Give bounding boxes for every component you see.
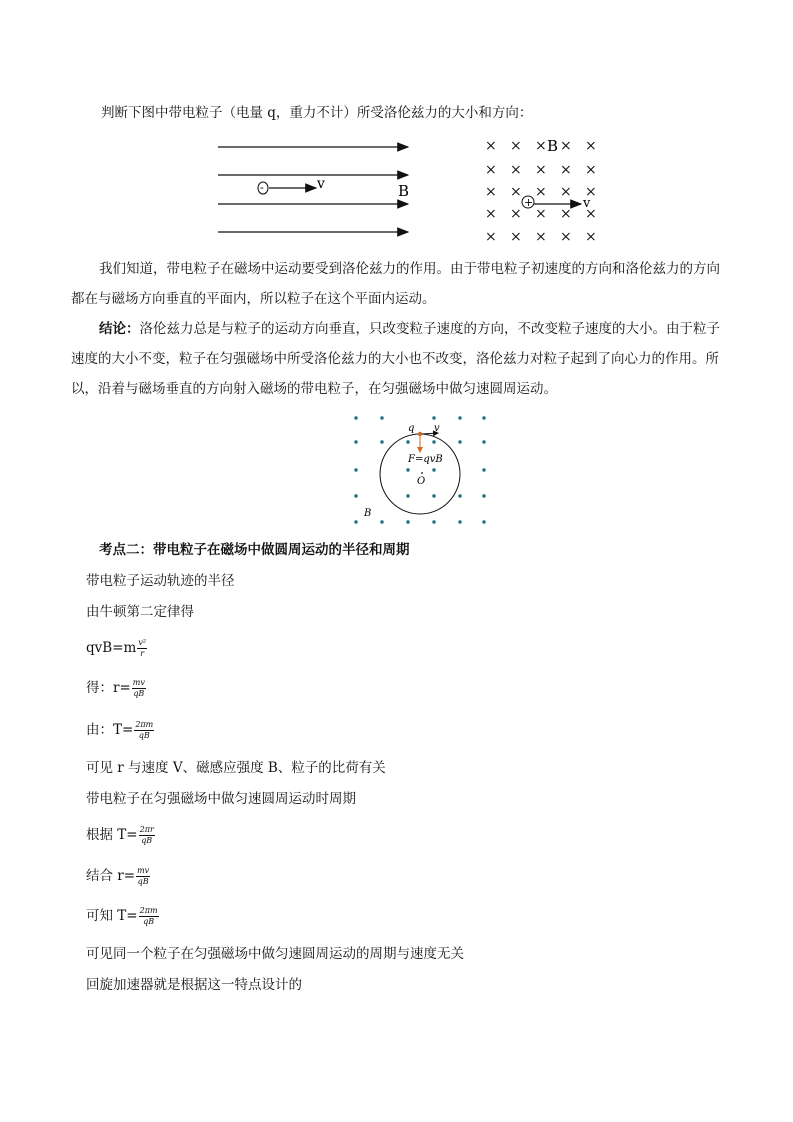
equation-final-period xyxy=(86,906,159,927)
equation-combine-radius xyxy=(86,866,150,887)
equation-period-prefix: 由：T= xyxy=(86,722,134,738)
cross-mark: × xyxy=(585,229,597,245)
velocity-label-left: v xyxy=(317,176,325,192)
equation-period-fraction xyxy=(134,720,154,741)
field-label-circle: B xyxy=(364,508,372,519)
conclusion-label: 结论： xyxy=(99,321,140,337)
field-dot xyxy=(482,440,485,443)
cross-mark: × xyxy=(585,184,597,200)
question-text: 判断下图中带电粒子（电量 q，重力不计）所受洛伦兹力的大小和方向： xyxy=(101,105,533,121)
conclusion-text: 洛伦兹力总是与粒子的运动方向垂直，只改变粒子速度的方向，不改变粒子速度的大小。由于粒子速度的大小不变，粒子在匀强磁场中所受洛伦兹力的大小也不改变，洛伦兹力对粒子起到了向心力的作用。所以，沿着与磁场垂直的方向射入磁场的带电粒子，在匀强磁场中做匀速圆周运动。 xyxy=(71,321,720,397)
cross-mark: × xyxy=(485,229,497,245)
field-dot xyxy=(406,494,409,497)
equation-period-r xyxy=(86,825,155,846)
equation-qvb xyxy=(86,638,147,659)
equation-qvb-prefix: qvB=m xyxy=(86,640,137,656)
period-heading: 带电粒子在匀强磁场中做匀速圆周运动时周期 xyxy=(86,791,356,807)
cross-mark: × xyxy=(485,162,497,178)
equation-qvb-fraction xyxy=(137,638,147,659)
field-dot xyxy=(432,520,435,523)
cyclotron-line: 回旋加速器就是根据这一特点设计的 xyxy=(86,977,302,993)
field-dot xyxy=(432,494,435,497)
relation-line: 可见 r 与速度 V、磁感应强度 B、粒子的比荷有关 xyxy=(86,760,386,776)
cross-mark: × xyxy=(535,184,547,200)
force-label: F=qvB xyxy=(408,454,443,465)
equation-period xyxy=(86,720,154,741)
field-dot xyxy=(432,416,435,419)
equation-combine-radius-fraction xyxy=(136,866,150,887)
field-label-right: B xyxy=(547,137,559,155)
equation-period-r-prefix: 根据 T= xyxy=(86,827,138,843)
field-dot xyxy=(406,440,409,443)
equation-qvb-num: v² xyxy=(138,638,147,647)
equation-period-r-fraction xyxy=(139,825,155,846)
field-dot xyxy=(482,520,485,523)
field-dot xyxy=(354,416,357,419)
field-dot xyxy=(458,440,461,443)
equation-combine-radius-num: mv xyxy=(137,866,150,875)
equation-combine-radius-den: qB xyxy=(137,877,149,886)
equation-period-r-num: 2πr xyxy=(139,825,154,834)
center-label: O xyxy=(417,476,426,487)
proton-charge-label: + xyxy=(524,196,534,209)
field-dot xyxy=(482,468,485,471)
figure-left-field-lines xyxy=(210,135,420,245)
equation-radius-prefix: 得：r= xyxy=(86,680,131,696)
cross-mark: × xyxy=(585,138,597,154)
field-dot xyxy=(354,494,357,497)
cross-mark: × xyxy=(560,162,572,178)
field-dot xyxy=(380,520,383,523)
equation-period-den: qB xyxy=(138,731,150,740)
field-dot xyxy=(380,416,383,419)
equation-radius-fraction xyxy=(132,678,146,699)
charge-dot xyxy=(418,432,422,436)
velocity-label-right: v xyxy=(583,196,591,211)
cross-mark: × xyxy=(485,184,497,200)
center-point xyxy=(421,472,423,474)
equation-period-r-den: qB xyxy=(141,836,153,845)
equation-radius-den: qB xyxy=(133,689,145,698)
cross-mark: × xyxy=(560,184,572,200)
field-dot xyxy=(458,494,461,497)
cross-mark: × xyxy=(535,162,547,178)
figure-right-cross-field xyxy=(480,134,610,246)
figure-circular-motion xyxy=(348,410,493,532)
equation-final-period-den: qB xyxy=(143,917,155,926)
field-dot xyxy=(482,494,485,497)
field-dot xyxy=(406,520,409,523)
electron-charge-label: - xyxy=(260,181,264,194)
cross-mark: × xyxy=(510,229,522,245)
radius-heading: 带电粒子运动轨迹的半径 xyxy=(86,573,235,589)
equation-period-num: 2πm xyxy=(135,720,154,729)
cross-mark: × xyxy=(510,138,522,154)
section2-title: 考点二：带电粒子在磁场中做圆周运动的半径和周期 xyxy=(99,542,410,558)
newton-law-line: 由牛顿第二定律得 xyxy=(86,604,194,620)
cross-mark: × xyxy=(485,206,497,222)
equation-final-period-num: 2πm xyxy=(139,906,158,915)
cross-mark: × xyxy=(585,206,597,222)
equation-final-period-fraction xyxy=(139,906,159,927)
cross-mark: × xyxy=(560,206,572,222)
field-dot xyxy=(380,440,383,443)
field-dot xyxy=(354,520,357,523)
cross-mark: × xyxy=(535,206,547,222)
field-dot xyxy=(432,440,435,443)
equation-qvb-den: r xyxy=(140,649,145,658)
field-dot xyxy=(458,416,461,419)
cross-mark: × xyxy=(485,138,497,154)
cross-mark: × xyxy=(560,138,572,154)
charge-label-q: q xyxy=(408,423,415,434)
field-dot xyxy=(458,520,461,523)
paragraph-lorentz-plane-text: 我们知道，带电粒子在磁场中运动要受到洛伦兹力的作用。由于带电粒子初速度的方向和洛伦兹力的方向都在与磁场方向垂直的平面内，所以粒子在这个平面内运动。 xyxy=(71,261,720,307)
cross-mark: × xyxy=(560,229,572,245)
field-dot xyxy=(354,468,357,471)
paragraph-lorentz-plane xyxy=(71,254,725,314)
cross-mark: × xyxy=(510,162,522,178)
field-dot xyxy=(354,440,357,443)
cross-mark: × xyxy=(510,206,522,222)
field-dot xyxy=(406,468,409,471)
equation-final-period-prefix: 可知 T= xyxy=(86,908,138,924)
period-conclusion: 可见同一个粒子在匀强磁场中做匀速圆周运动的周期与速度无关 xyxy=(86,946,464,962)
equation-combine-radius-prefix: 结合 r= xyxy=(86,868,136,884)
equation-radius-num: mv xyxy=(132,678,145,687)
cross-mark: × xyxy=(535,138,547,154)
velocity-label-circle: v xyxy=(434,423,440,434)
cross-mark: × xyxy=(535,229,547,245)
equation-radius xyxy=(86,678,146,699)
cross-mark: × xyxy=(510,184,522,200)
field-label-left: B xyxy=(398,182,410,200)
field-dot xyxy=(482,416,485,419)
cross-mark: × xyxy=(585,162,597,178)
field-dot xyxy=(432,468,435,471)
conclusion-paragraph xyxy=(71,314,725,404)
